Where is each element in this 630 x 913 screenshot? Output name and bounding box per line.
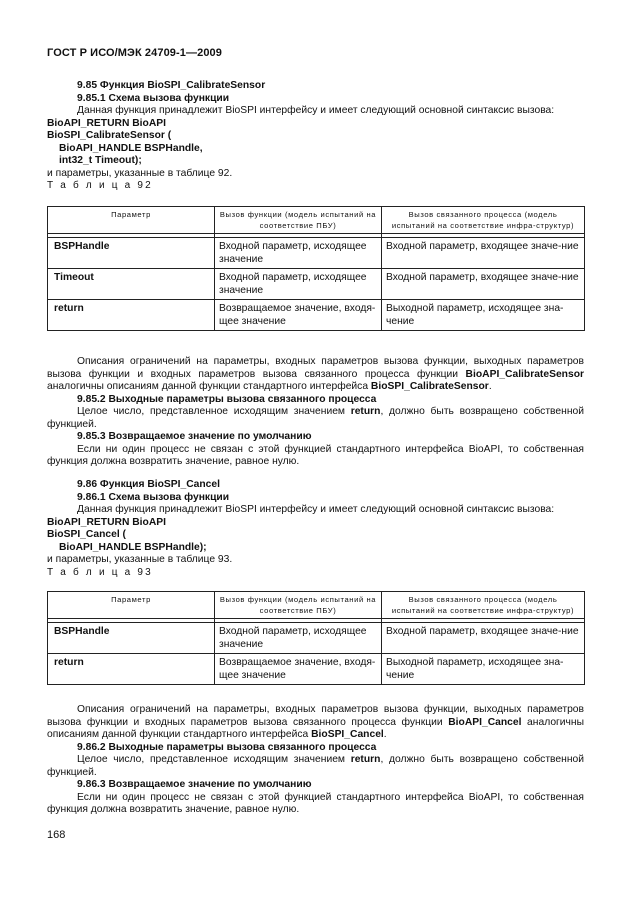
paragraph: Если ни один процесс не связан с этой функцией стандартного интерфейса BioAPI, то собственная функция должна возвратить значение, равное нулю.: [47, 791, 584, 815]
code-line: BioSPI_Cancel (: [47, 529, 126, 540]
table-header-row: [48, 207, 585, 234]
code-line: BioAPI_HANDLE BSPHandle,: [59, 142, 203, 154]
table-cell: Timeout: [48, 269, 215, 300]
table-header-cell: Вызов связанного процесса (модель испытаний на соответствие инфра-структур): [382, 207, 585, 234]
subsection-title: 9.85.1 Схема вызова функции: [77, 92, 230, 104]
table-row: [48, 238, 585, 269]
table-cell: Входной параметр, исходящее значение: [215, 623, 382, 654]
section-9-85-details: [47, 356, 584, 469]
table-cell: return: [48, 654, 215, 685]
subsection-title: 9.86.3 Возвращаемое значение по умолчанию: [77, 779, 312, 790]
subsection-title: 9.85.2 Выходные параметры вызова связанного процесса: [77, 393, 377, 405]
subsection-title: 9.86.2 Выходные параметры вызова связанного процесса: [77, 741, 377, 753]
table-92: [47, 206, 585, 331]
paragraph: Если ни один процесс не связан с этой функцией стандартного интерфейса BioAPI, то собственная функция должна возвратить значение, равное нулю.: [47, 443, 584, 467]
table-row: [48, 269, 585, 300]
table-row: [48, 623, 585, 654]
paragraph: Целое число, представленное исходящим значением return, должно быть возвращено собственной функцией.: [47, 406, 584, 430]
table-cell: Возвращаемое значение, входя-щее значение: [215, 654, 382, 685]
paragraph: и параметры, указанные в таблице 92.: [47, 167, 233, 179]
table-cell: return: [48, 300, 215, 331]
page-number: 168: [47, 829, 66, 841]
table-header-cell: Вызов функции (модель испытаний на соответствие ПБУ): [215, 592, 382, 619]
table-header-cell: Параметр: [48, 592, 215, 619]
table-cell: Входной параметр, исходящее значение: [215, 238, 382, 269]
table-cell: Входной параметр, входящее значе-ние: [382, 623, 585, 654]
section-9-86-intro: [47, 479, 584, 579]
code-line: BioAPI_HANDLE BSPHandle);: [59, 541, 207, 553]
code-line: int32_t Timeout);: [59, 155, 142, 166]
table-caption: Т а б л и ц а 92: [47, 180, 153, 191]
table-row: [48, 654, 585, 685]
table-cell: Выходной параметр, исходящее зна-чение: [382, 654, 585, 685]
table-header-cell: Вызов функции (модель испытаний на соответствие ПБУ): [215, 207, 382, 234]
table-cell: Возвращаемое значение, входя-щее значение: [215, 300, 382, 331]
table-header-cell: Вызов связанного процесса (модель испытаний на соответствие инфра-структур): [382, 592, 585, 619]
subsection-title: 9.86.1 Схема вызова функции: [77, 491, 230, 503]
table-cell: Входной параметр, входящее значе-ние: [382, 269, 585, 300]
table-header-row: [48, 592, 585, 619]
document-header: ГОСТ Р ИСО/МЭК 24709-1—2009: [47, 47, 222, 59]
table-cell: Входной параметр, входящее значе-ние: [382, 238, 585, 269]
section-title: 9.86 Функция BioSPI_Cancel: [77, 479, 220, 490]
paragraph: Описания ограничений на параметры, входных параметров вызова функции, выходных параметров вызова функции и входных параметров вызова связанного процесса функции BioAPI_CalibrateSensor аналогичны описаниям данной функции стандартного интерфейса BioSPI_CalibrateSensor.: [47, 356, 584, 392]
paragraph: Данная функция принадлежит BioSPI интерфейсу и имеет следующий основной синтаксис вызова:: [77, 105, 555, 116]
table-row: [48, 300, 585, 331]
table-caption: Т а б л и ц а 93: [47, 566, 153, 578]
section-9-85-intro: [47, 80, 584, 193]
paragraph: Целое число, представленное исходящим значением return, должно быть возвращено собственной функцией.: [47, 754, 584, 778]
section-9-86-details: [47, 704, 584, 817]
table-header-cell: Параметр: [48, 207, 215, 234]
table-cell: Выходной параметр, исходящее зна-чение: [382, 300, 585, 331]
code-line: BioSPI_CalibrateSensor (: [47, 130, 172, 141]
table-cell: BSPHandle: [48, 238, 215, 269]
table-cell: BSPHandle: [48, 623, 215, 654]
subsection-title: 9.85.3 Возвращаемое значение по умолчанию: [77, 431, 312, 442]
paragraph: Описания ограничений на параметры, входных параметров вызова функции, выходных параметров вызова функции и входных параметров вызова связанного процесса функции BioAPI_Cancel аналогичны описаниям данной функции стандартного интерфейса BioSPI_Cancel.: [47, 704, 585, 740]
table-93: [47, 591, 585, 685]
code-line: BioAPI_RETURN BioAPI: [47, 117, 166, 129]
paragraph: и параметры, указанные в таблице 93.: [47, 554, 233, 565]
section-title: 9.85 Функция BioSPI_CalibrateSensor: [77, 80, 266, 91]
paragraph: Данная функция принадлежит BioSPI интерфейсу и имеет следующий основной синтаксис вызова:: [77, 504, 555, 515]
code-line: BioAPI_RETURN BioAPI: [47, 516, 166, 528]
table-cell: Входной параметр, исходящее значение: [215, 269, 382, 300]
